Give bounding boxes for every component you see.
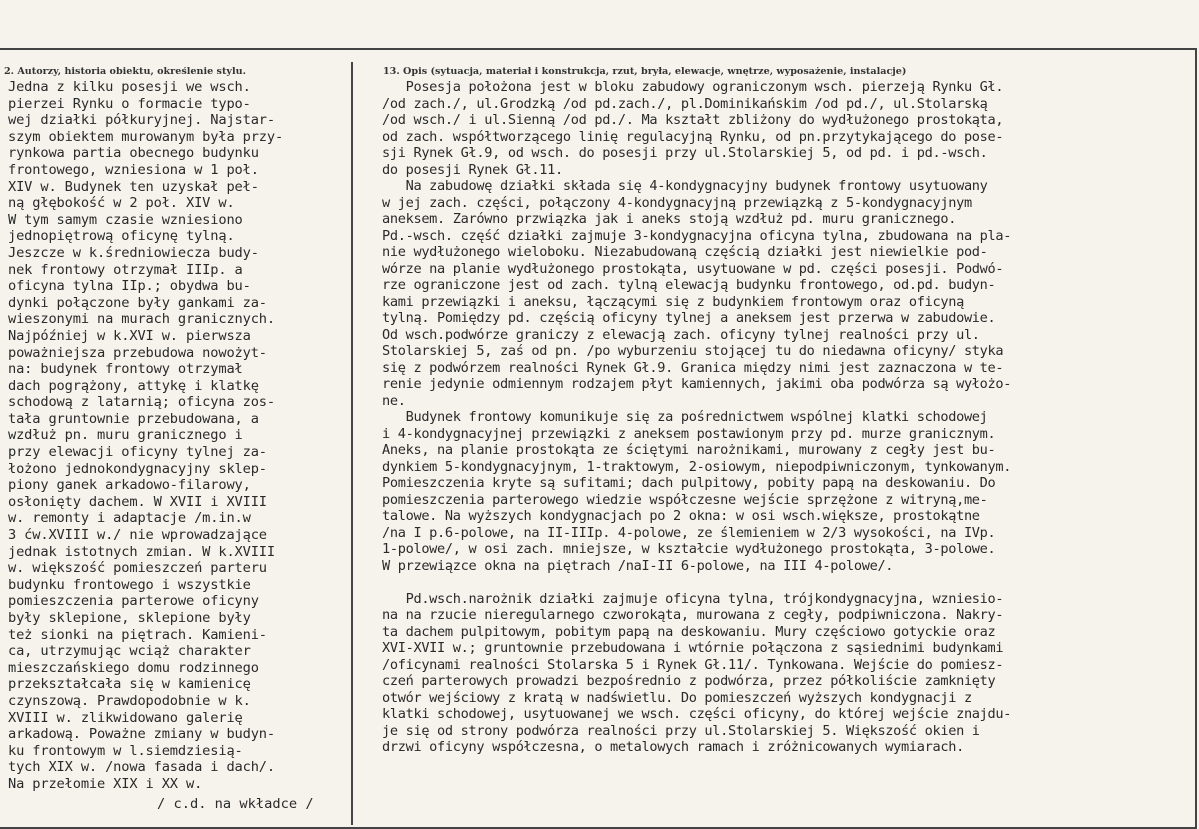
history-line: wieszonymi na murach granicznych. [8,311,275,328]
history-line: Jedna z kilku posesji we wsch. [8,79,251,95]
history-text [8,79,351,793]
history-line: też sionki na piętrach. Kamieni- [8,626,267,643]
history-line: poważniejsza przebudowa nowożyt- [8,344,267,361]
history-line: tych XIX w. /nowa fasada i dach/. [8,759,275,776]
history-line: tała gruntownie przebudowana, a [8,410,259,427]
history-line: wzdłuż pn. muru granicznego i [8,427,243,444]
description-line: ta dachem pulpitowym, pobitym papą na deskowaniu. Mury częściowo gotyckie oraz [382,623,996,640]
history-line: Na przełomie XIX i XX w. [8,775,203,792]
history-line: rynkowa partia obecnego budynku [8,145,259,162]
description-line: Posesja położona jest w bloku zabudowy ograniczonym wsch. pierzeją Rynku Gł. [382,79,1004,95]
description-text [382,79,1194,756]
description-line: otwór wejściowy z kratą w nadświetlu. Do pomieszczeń wyższych kondygnacji z [382,689,972,706]
history-line: nek frontowy otrzymał IIIp. a [8,261,243,278]
history-line: XIV w. Budynek ten uzyskał peł- [8,178,259,195]
description-line: aneksem. Zarówno przwiązka jak i aneks stoją wzdłuż pd. muru granicznego. [382,211,957,227]
header-description: 13. Opis (sytuacja, materiał i konstrukcja, rzut, bryła, elewacje, wnętrze, wyposażenie, instalacje) [383,66,907,77]
description-line: talowe. Na wyższych kondygnacjach po 2 okna: w osi wsch.większe, prostokątne [382,508,980,524]
history-line: jednak istotnych zmian. W k.XVIII [8,543,275,560]
history-line: mieszczańskiego domu rodzinnego [8,659,259,676]
description-line: kami przewiązki i aneksu, łączącymi się z budynkiem frontowym oraz oficyną [382,293,964,310]
history-line: Najpóźniej w k.XVI w. pierwsza [8,327,251,344]
history-line: ną głębokość w 2 poł. XIV w. [8,195,235,212]
history-line: na: budynek frontowy otrzymał [8,361,243,378]
description-line: wórze na planie wydłużonego prostokąta, usytuowane w pd. części posesji. Podwó- [382,260,1004,277]
header-history: 2. Autorzy, historia obiektu, określenie stylu. [4,66,246,77]
description-line: w jej zach. części, połączony 4-kondygnacyjną przewiązką z 5-kondygnacyjnym [382,194,972,211]
description-line: rze ograniczone jest od zach. tylną elewacją budynku frontowego, od.pd. budyn- [382,277,996,293]
history-line: wej działki półkuryjnej. Najstar- [8,112,275,129]
description-line: Aneks, na planie prostokąta ze ściętymi narożnikami, murowany z cegły jest bu- [382,442,996,458]
history-line: schodową z latarnią; oficyna zos- [8,394,275,411]
history-line: osłonięty dachem. W XVII i XVIII [8,493,267,510]
description-line: Budynek frontowy komunikuje się za pośrednictwem wspólnej klatki schodowej [382,409,988,425]
history-line: dynki połączone były gankami za- [8,294,267,311]
history-line: Jeszcze w k.średniowiecza budy- [8,244,259,261]
description-line: drzwi oficyny współczesna, o metalowych ramach i zróżnicowanych wymiarach. [382,739,964,755]
description-line: renie jedynie odmiennym rodzajem płyt kamiennych, jakimi oba podwórza są wyłożo- [382,376,1012,392]
history-line: w. remonty i adaptacje /m.in.w [8,510,251,527]
column-divider [351,62,353,825]
history-line: pomieszczenia parterowe oficyny [8,593,259,610]
description-line: pomieszczenia parterowego wiedzie współczesne wejście sprzężone z witryną,me- [382,491,988,508]
description-line: /oficynami realności Stolarska 5 i Rynek Gł.11/. Tynkowana. Wejście do pomiesz- [382,656,1004,673]
description-line: 1-polowe/, w osi zach. mniejsze, w kształcie wydłużonego prostokąta, 3-polowe. [382,541,996,557]
description-line: XVI-XVII w.; gruntownie przebudowana i wtórnie połączona z sąsiednimi budynkami [382,640,1004,656]
description-line: sji Rynek Gł.9, od wsch. do posesji przy ul.Stolarskiej 5, od pd. i pd.-wsch. [382,145,988,161]
history-line: W tym samym czasie wzniesiono [8,211,243,228]
description-line: /na I p.6-polowe, na II-IIIp. 4-polowe, ze ślemieniem w 2/3 wysokości, na IVp. [382,524,996,541]
description-line: klatki schodowej, usytuowanej we wsch. części oficyny, do której wejście znajdu- [382,706,1012,722]
description-line: i 4-kondygnacyjnej przewiązki z aneksem postawionym przy pd. murze granicznym. [382,425,996,442]
history-line: łożono jednokondygnacyjny sklep- [8,460,267,477]
description-line: ne. [382,392,406,409]
description-line: Pomieszczenia kryte są sufitami; dach pulpitowy, pobity papą na deskowaniu. Do [382,475,996,491]
history-line: przy elewacji oficyny tylnej za- [8,444,267,461]
history-line: oficyna tylna IIp.; obydwa bu- [8,278,251,295]
description-line: W przewiązce okna na piętrach /naI-II 6-polowe, na III 4-polowe/. [382,557,894,574]
description-line: Od wsch.podwórze graniczy z elewacją zach. oficyny tylnej realności przy ul. [382,326,980,343]
history-line: frontowego, wzniesiona w 1 poł. [8,161,259,178]
history-line: przekształcała się w kamienicę [8,676,251,693]
history-line: budynku frontowego i wszystkie [8,576,251,593]
description-line: czeń parterowych prowadzi bezpośrednio z podwórza, przez półkoliście zamknięty [382,673,996,689]
description-line: dynkiem 5-kondygnacyjnym, 1-traktowym, 2-osiowym, niepodpiwniczonym, tynkowanym. [382,458,1012,475]
description-line: Stolarskiej 5, zaś od pn. /po wyburzeniu stojącej tu do niedawna oficyny/ styka [382,343,1004,359]
history-line: dach pogrążony, attykę i klatkę [8,377,259,394]
description-line: Na zabudowę działki składa się 4-kondygnacyjny budynek frontowy usytuowany [382,178,988,194]
history-line: jednopiętrową oficynę tylną. [8,228,235,245]
history-line: ca, utrzymując wciąż charakter [8,643,251,660]
description-line: do posesji Rynek Gł.11. [382,161,563,178]
history-line: były sklepione, sklepione były [8,610,251,626]
history-line: czynszową. Prawdopodobnie w k. [8,692,251,709]
description-line: Pd.-wsch. część działki zajmuje 3-kondygnacyjna oficyna tylna, zbudowana na pla- [382,227,1012,244]
description-line: je się od strony podwórza realności przy ul.Stolarskiej 5. Większość okien i [382,722,980,739]
description-line: na na rzucie nieregularnego czworokąta, murowana z cegły, podpiwniczona. Nakry- [382,607,1004,623]
description-line: /od zach./, ul.Grodzką /od pd.zach./, pl.Dominikańskim /od pd./, ul.Stolarską [382,95,988,112]
history-line: w. większość pomieszczeń parteru [8,560,267,577]
description-line: tylną. Pomiędzy pd. częścią oficyny tylnej a aneksem jest przerwa w zabudowie. [382,310,996,326]
continued-note: / c.d. na wkładce / [157,796,314,812]
description-line: od zach. współtworzącego linię regulacyjną Rynku, od pn.przytykającego do pose- [382,128,1004,145]
history-line: 3 ćw.XVIII w./ nie wprowadzające [8,527,267,544]
history-line: XVIII w. zlikwidowano galerię [8,709,243,726]
description-line: się z podwórzem realności Rynek Gł.9. Granica między nimi jest zaznaczona w te- [382,359,1004,376]
history-line: pierzei Rynku o formacie typo- [8,95,251,112]
history-line: ku frontowym w l.siemdziesią- [8,742,243,759]
history-line: szym obiektem murowanym była przy- [8,128,284,145]
description-line: /od wsch./ i ul.Sienną /od pd./. Ma kształt zbliżony do wydłużonego prostokąta, [382,112,1004,128]
description-line: nie wydłużonego wieloboku. Niezabudowaną częścią działki jest niewielkie pod- [382,244,988,260]
description-line: Pd.wsch.narożnik działki zajmuje oficyna tylna, trójkondygnacyjna, wzniesio- [382,590,1004,607]
history-line: arkadową. Poważne zmiany w budyn- [8,726,275,743]
paragraph-gap [382,574,1194,591]
history-line: piony ganek arkadowo-filarowy, [8,477,251,494]
